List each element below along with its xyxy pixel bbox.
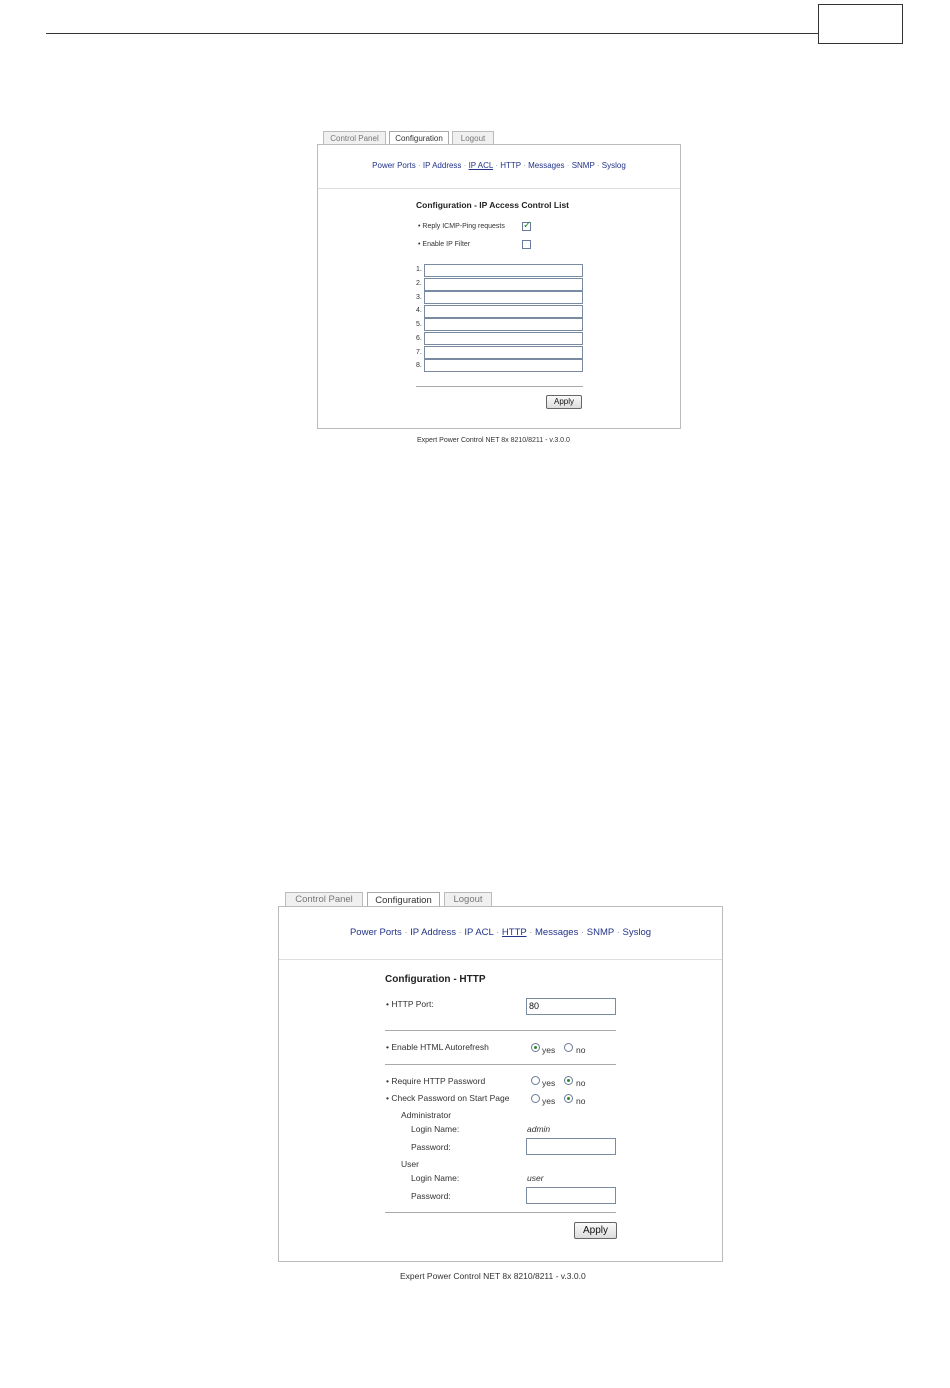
nav-separator: · bbox=[580, 927, 585, 938]
nav-separator: · bbox=[523, 161, 526, 170]
nav-syslog[interactable]: Syslog bbox=[601, 161, 626, 170]
nav-separator: · bbox=[529, 927, 533, 938]
ip-entry-field-5[interactable] bbox=[424, 318, 583, 331]
nav-separator: · bbox=[495, 161, 498, 170]
nav-separator: · bbox=[404, 927, 408, 938]
ip-entry-field-4[interactable] bbox=[424, 305, 583, 318]
nav-messages[interactable]: Messages bbox=[535, 927, 579, 938]
ip-entry-label: 1. bbox=[416, 266, 422, 273]
nav-messages[interactable]: Messages bbox=[528, 161, 565, 170]
administrator-heading: Administrator bbox=[401, 1110, 452, 1120]
page-title: Configuration - HTTP bbox=[385, 974, 486, 985]
ip-entry-field-7[interactable] bbox=[424, 346, 583, 359]
user-login-label: Login Name: bbox=[411, 1173, 460, 1183]
user-password-input[interactable] bbox=[526, 1187, 616, 1204]
ip-entry-field-1[interactable] bbox=[424, 264, 583, 277]
http-port-label: • HTTP Port: bbox=[386, 999, 434, 1009]
nav-separator: · bbox=[417, 161, 421, 170]
nav-separator: · bbox=[616, 927, 620, 938]
nav-snmp[interactable]: SNMP bbox=[586, 927, 615, 938]
autorefresh-yes-radio[interactable] bbox=[531, 1043, 540, 1052]
nav-power-ports[interactable]: Power Ports bbox=[349, 927, 402, 938]
enable-ip-filter-label: • Enable IP Filter bbox=[418, 241, 471, 248]
config-panel bbox=[317, 144, 681, 429]
nav-divider bbox=[279, 959, 722, 960]
ip-entry-field-8[interactable] bbox=[424, 359, 583, 372]
ip-entry-label: 6. bbox=[416, 335, 422, 342]
tab-configuration[interactable]: Configuration bbox=[367, 892, 440, 907]
config-nav bbox=[279, 927, 722, 938]
ip-entry-label: 4. bbox=[416, 307, 422, 314]
admin-password-label: Password: bbox=[411, 1142, 451, 1152]
check-password-no-radio[interactable] bbox=[564, 1094, 573, 1103]
form-divider bbox=[385, 1064, 616, 1065]
header-rule bbox=[46, 33, 818, 34]
require-password-no-label: no bbox=[576, 1078, 586, 1088]
apply-button[interactable]: Apply bbox=[546, 395, 582, 409]
admin-login-label: Login Name: bbox=[411, 1124, 460, 1134]
nav-http[interactable]: HTTP bbox=[500, 161, 521, 170]
admin-password-input[interactable] bbox=[526, 1138, 616, 1155]
page-title: Configuration - IP Access Control List bbox=[416, 200, 570, 210]
tab-logout[interactable]: Logout bbox=[444, 892, 492, 906]
reply-ping-label: • Reply ICMP-Ping requests bbox=[418, 223, 505, 230]
apply-button[interactable]: Apply bbox=[574, 1222, 617, 1239]
nav-separator: · bbox=[566, 161, 570, 170]
require-password-label: • Require HTTP Password bbox=[386, 1076, 486, 1086]
ip-entry-field-2[interactable] bbox=[424, 278, 583, 291]
nav-power-ports[interactable]: Power Ports bbox=[372, 161, 416, 170]
nav-ip-address[interactable]: IP Address bbox=[410, 927, 456, 938]
tab-control-panel[interactable]: Control Panel bbox=[285, 892, 363, 906]
ip-entry-field-3[interactable] bbox=[424, 291, 583, 304]
nav-ip-acl[interactable]: IP ACL bbox=[464, 927, 494, 938]
nav-ip-address[interactable]: IP Address bbox=[422, 161, 462, 170]
ip-entry-field-6[interactable] bbox=[424, 332, 583, 345]
autorefresh-yes-label: yes bbox=[542, 1045, 556, 1055]
nav-separator: · bbox=[463, 161, 467, 170]
ip-entry-label: 2. bbox=[416, 280, 422, 287]
nav-divider bbox=[318, 188, 680, 189]
nav-separator: · bbox=[496, 927, 500, 938]
nav-separator: · bbox=[596, 161, 600, 170]
admin-login-value: admin bbox=[527, 1124, 551, 1134]
check-icon: ✓ bbox=[523, 220, 532, 231]
footer-version: Expert Power Control NET 8x 8210/8211 - v.3.0.0 bbox=[400, 1271, 586, 1281]
tab-logout[interactable]: Logout bbox=[452, 131, 494, 144]
nav-http[interactable]: HTTP bbox=[501, 927, 527, 938]
nav-syslog[interactable]: Syslog bbox=[622, 927, 652, 938]
check-password-yes-radio[interactable] bbox=[531, 1094, 540, 1103]
ip-acl-screenshot bbox=[317, 131, 681, 451]
require-password-no-radio[interactable] bbox=[564, 1076, 573, 1085]
config-nav bbox=[318, 161, 680, 170]
require-password-yes-radio[interactable] bbox=[531, 1076, 540, 1085]
autorefresh-no-label: no bbox=[576, 1045, 586, 1055]
ip-entry-label: 5. bbox=[416, 321, 422, 328]
http-screenshot bbox=[278, 892, 723, 1284]
tab-configuration[interactable]: Configuration bbox=[389, 131, 449, 145]
require-password-yes-label: yes bbox=[542, 1078, 556, 1088]
check-password-label: • Check Password on Start Page bbox=[386, 1093, 510, 1103]
form-divider bbox=[385, 1030, 616, 1031]
footer-version: Expert Power Control NET 8x 8210/8211 - v.3.0.0 bbox=[417, 437, 570, 444]
http-port-input[interactable]: 80 bbox=[526, 998, 616, 1015]
check-password-no-label: no bbox=[576, 1096, 586, 1106]
tab-control-panel[interactable]: Control Panel bbox=[323, 131, 386, 144]
user-password-label: Password: bbox=[411, 1191, 451, 1201]
nav-separator: · bbox=[458, 927, 462, 938]
autorefresh-label: • Enable HTML Autorefresh bbox=[386, 1042, 489, 1052]
user-heading: User bbox=[401, 1159, 419, 1169]
form-divider bbox=[416, 386, 583, 387]
page-number-box bbox=[818, 4, 903, 44]
config-panel bbox=[278, 906, 723, 1262]
check-password-yes-label: yes bbox=[542, 1096, 556, 1106]
ip-entry-label: 8. bbox=[416, 362, 422, 369]
nav-snmp[interactable]: SNMP bbox=[571, 161, 595, 170]
reply-ping-checkbox[interactable] bbox=[522, 222, 531, 231]
user-login-value: user bbox=[527, 1173, 544, 1183]
ip-entry-label: 3. bbox=[416, 294, 422, 301]
form-divider bbox=[385, 1212, 616, 1213]
ip-entry-label: 7. bbox=[416, 349, 422, 356]
autorefresh-no-radio[interactable] bbox=[564, 1043, 573, 1052]
nav-ip-acl[interactable]: IP ACL bbox=[468, 161, 494, 170]
enable-ip-filter-checkbox[interactable] bbox=[522, 240, 531, 249]
